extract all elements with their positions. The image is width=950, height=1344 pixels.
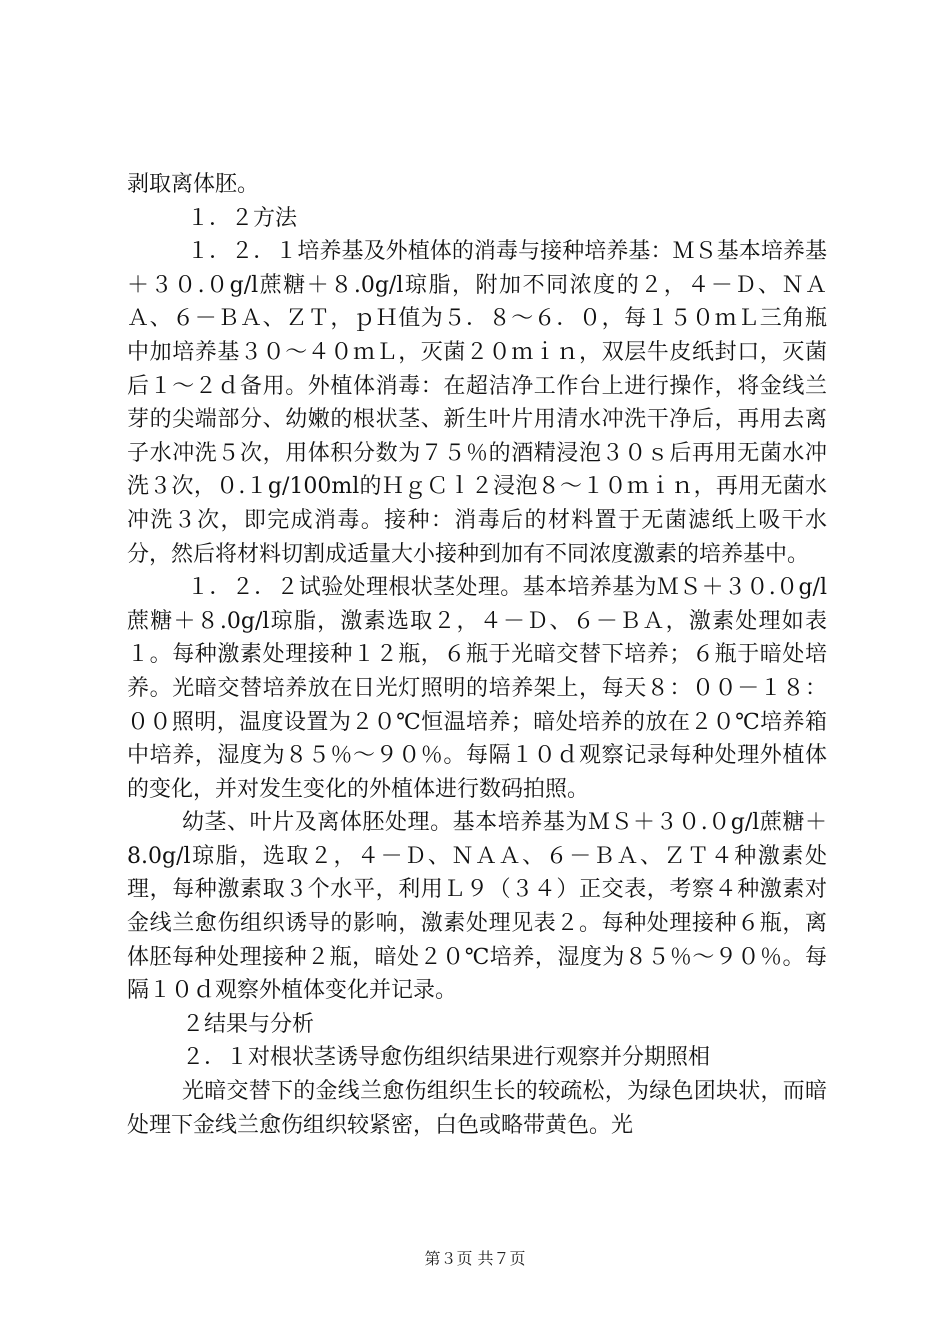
paragraph-stem-leaf-embryo: 幼茎、叶片及离体胚处理。基本培养基为ＭＳ＋３０.０g/l蔗糖＋8.0g/l琼脂，选取２，４－Ｄ、ＮＡＡ、６－ＢＡ、ＺＴ４种激素处理，每种激素取３个水平，利用Ｌ９（３４）正交表，考察４种激素对金线兰愈伤组织诱导的影响，激素处理见表２。每种处理接种６瓶，离体胚每种处理接种２瓶，暗处２０℃培养，湿度为８５％～９０％。每隔１０ｄ观察外植体变化并记录。 [127,810,827,1004]
paragraph-medium-disinfection: １．２．１培养基及外植体的消毒与接种培养基：ＭＳ基本培养基＋３０.０g/l蔗糖＋８.0g/l琼脂，附加不同浓度的２，４－Ｄ、ＮＡＡ、６－ＢＡ、ＺＴ，ｐＨ值为５．８～６．０，每１５０ｍＬ三角瓶中加培养基３０～４０ｍＬ，灭菌２０ｍｉｎ，双层牛皮纸封口，灭菌后１～２ｄ备用。外植体消毒：在超洁净工作台上进行操作，将金线兰芽的尖端部分、幼嫩的根状茎、新生叶片用清水冲洗干净后，再用去离子水冲洗５次，用体积分数为７５％的酒精浸泡３０ｓ后再用无菌水冲洗３次，０.１g/100ml的ＨｇＣｌ２浸泡８～１０ｍｉｎ，再用无菌水冲洗３次，即完成消毒。接种：消毒后的材料置于无菌滤纸上吸干水分，然后将材料切割成适量大小接种到加有不同浓度激素的培养基中。 [127,239,827,567]
paragraph-rhizome-treatment: １．２．２试验处理根状茎处理。基本培养基为ＭＳ＋３０.０g/l蔗糖＋８.0g/l琼脂，激素选取２，４－Ｄ、６－ＢＡ，激素处理如表１。每种激素处理接种１２瓶，６瓶于光暗交替下培养；６瓶于暗处培养。光暗交替培养放在日光灯照明的培养架上，每天８：００－１８：００照明，温度设置为２０℃恒温培养；暗处培养的放在２０℃培养箱中培养，湿度为８５％～９０％。每隔１０ｄ观察记录每种处理外植体的变化，并对发生变化的外植体进行数码拍照。 [127,575,827,802]
page-footer: 第３页 共７页 [424,1249,526,1268]
document-body [127,168,827,1142]
subsection-heading-rhizome: ２．１对根状茎诱导愈伤组织结果进行观察并分期照相 [182,1045,711,1071]
paragraph-continuation: 剥取离体胚。 [127,172,260,197]
section-heading-methods: １．２方法 [187,205,298,231]
section-heading-results: ２结果与分析 [182,1011,315,1037]
paragraph-callus-observation: 光暗交替下的金线兰愈伤组织生长的较疏松，为绿色团块状，而暗处理下金线兰愈伤组织较紧密，白色或略带黄色。光 [127,1079,827,1138]
